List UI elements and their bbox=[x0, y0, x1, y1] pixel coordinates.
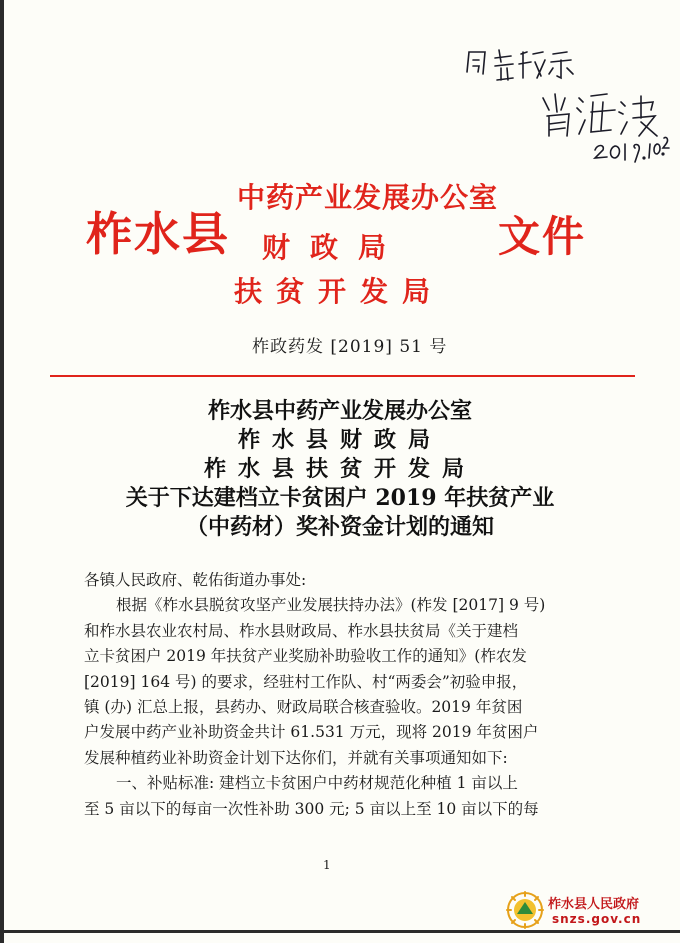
body-line: 镇 (办) 汇总上报，县药办、财政局联合核查验收。2019 年贫困 bbox=[84, 698, 523, 717]
title-line-1: 柞水县中药产业发展办公室 bbox=[207, 398, 472, 424]
handwritten-signature-icon bbox=[445, 40, 670, 165]
scan-border-bottom bbox=[0, 930, 680, 933]
red-divider bbox=[50, 375, 635, 377]
body-line: 和柞水县农业农村局、柞水县财政局、柞水县扶贫局《关于建档 bbox=[84, 621, 519, 640]
page-number: 1 bbox=[323, 858, 331, 872]
header-org-3: 扶贫开发局 bbox=[234, 275, 445, 308]
title-line-5: （中药材）奖补资金计划的通知 bbox=[185, 514, 494, 540]
body-line: 至 5 亩以下的每亩一次性补助 300 元; 5 亩以上至 10 亩以下的每 bbox=[84, 799, 539, 818]
handwritten-approval bbox=[445, 40, 670, 165]
scan-border-left bbox=[0, 0, 4, 943]
body-line: 立卡贫困户 2019 年扶贫产业奖励补助验收工作的通知》(柞农发 bbox=[84, 647, 527, 666]
header-org-2: 财政局 bbox=[262, 231, 407, 264]
header-doc-type: 文件 bbox=[498, 212, 587, 261]
body-line: 户发展中药产业补助资金共计 61.531 万元，现将 2019 年贫困户 bbox=[84, 723, 539, 742]
site-url[interactable]: snzs.gov.cn bbox=[552, 912, 642, 926]
header-county: 柞水县 bbox=[86, 207, 230, 261]
notice-body bbox=[84, 568, 604, 822]
body-line: 一、补贴标准: 建档立卡贫困户中药材规范化种植 1 亩以上 bbox=[116, 774, 518, 793]
title-line-4: 关于下达建档立卡贫困户 2019 年扶贫产业 bbox=[125, 485, 555, 511]
gov-emblem-icon bbox=[505, 890, 545, 930]
header-org-1: 中药产业发展办公室 bbox=[237, 181, 499, 214]
site-name: 柞水县人民政府 bbox=[548, 897, 640, 912]
body-line: 根据《柞水县脱贫攻坚产业发展扶持办法》(柞发 [2017] 9 号) bbox=[116, 596, 546, 615]
notice-title bbox=[60, 397, 620, 542]
salutation: 各镇人民政府、乾佑街道办事处: bbox=[84, 571, 307, 589]
body-line: [2019] 164 号) 的要求，经驻村工作队、村“两委会”初验申报， bbox=[84, 672, 528, 691]
title-line-3: 柞水县扶贫开发局 bbox=[203, 456, 476, 482]
title-line-2: 柞水县财政局 bbox=[237, 427, 442, 453]
body-line: 发展种植药业补助资金计划下达你们，并就有关事项通知如下: bbox=[84, 748, 508, 767]
document-number: 柞政药发 [2019] 51 号 bbox=[252, 337, 448, 357]
